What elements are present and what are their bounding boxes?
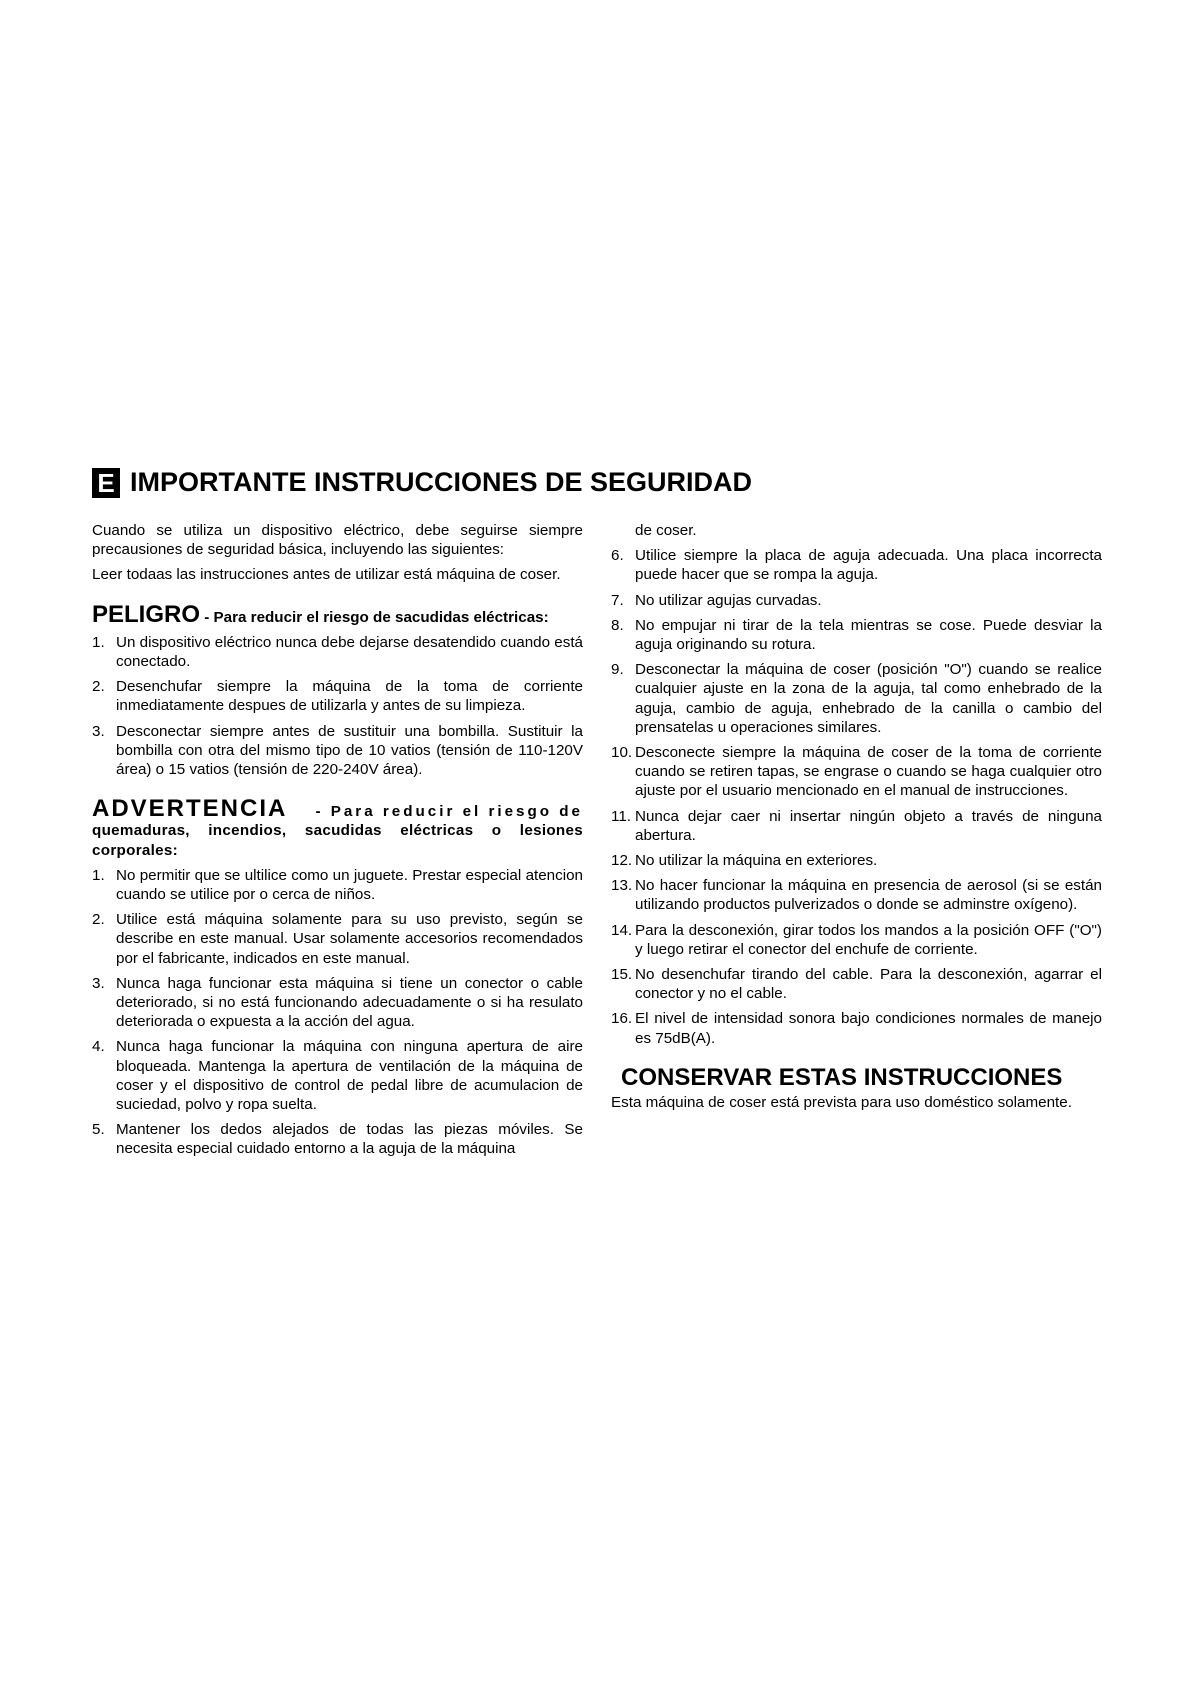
item-number: 6. [611,547,624,565]
list-item [92,633,583,671]
item-text: Desenchufar siempre la máquina de la toma de corriente inmediatamente despues de utilizarla y antes de su limpieza. [116,678,583,715]
list-item [611,660,1102,737]
peligro-list [92,633,583,779]
list-item [611,591,1102,610]
item-text: Utilice está máquina solamente para su uso previsto, según se describe en este manual. Usar solamente accesorios recomendados por el fabricante, indicados en este manual. [116,911,583,967]
advertencia-list-continued [611,546,1102,1048]
item-number: 15. [611,966,633,984]
item-number: 1. [92,633,105,651]
item-text: Mantener los dedos alejados de todas las piezas móviles. Se necesita especial cuidado entorno a la aguja de la máquina [116,1121,583,1158]
left-column [92,521,583,1165]
list-item [92,974,583,1032]
item-number: 2. [92,911,105,929]
title-text: IMPORTANTE INSTRUCCIONES DE SEGURIDAD [130,467,753,497]
item-number: 11. [611,807,631,825]
item-text: Desconecte siempre la máquina de coser de la toma de corriente cuando se retiren tapas, se engrase o cuando se haga cualquier otro ajuste por el usuario mencionado en el manual de instrucciones. [635,744,1102,800]
advertencia-subtitle: - Para reducir el riesgo de [315,803,583,821]
conservar-heading: CONSERVAR ESTAS INSTRUCCIONES [621,1063,1063,1091]
list-item [92,722,583,780]
advertencia-subtitle-rest: quemaduras, incendios, sacudidas eléctricas o lesiones corporales: [92,822,583,859]
peligro-subtitle: - Para reducir el riesgo de sacudidas eléctricas: [200,608,549,626]
item-text: Utilice siempre la placa de aguja adecuada. Una placa incorrecta puede hacer que se rompa la aguja. [635,547,1102,584]
item-text: Desconectar la máquina de coser (posición "O") cuando se realice cualquier ajuste en la zona de la aguja, tal como enhebrado de la aguja, cambio de aguja, enhebrado de la canilla o cambio del prensatelas u operaciones similares. [635,661,1102,736]
advertencia-list [92,866,583,1159]
peligro-title: PELIGRO [92,600,201,628]
list-item [611,1009,1102,1047]
item-number: 8. [611,616,624,634]
continuation-text: de coser. [635,522,697,539]
list-item [92,866,583,904]
list-item [611,616,1102,654]
item-number: 16. [611,1010,633,1028]
item-number: 12. [611,852,633,870]
language-badge: E [92,468,120,498]
item-text: Nunca dejar caer ni insertar ningún objeto a través de ninguna abertura. [635,807,1102,844]
item-number: 2. [92,678,105,696]
item-text: No hacer funcionar la máquina en presencia de aerosol (si se están utilizando productos pulverizados o donde se adminstre oxígeno). [635,877,1102,914]
list-item [611,743,1102,801]
item-text: No utilizar agujas curvadas. [635,591,822,609]
item-number: 3. [92,722,105,740]
page-title [92,467,752,498]
list-item [611,965,1102,1003]
item-number: 4. [92,1038,105,1056]
advertencia-title: ADVERTENCIA [92,795,288,823]
item-number: 7. [611,591,624,609]
right-column [611,521,1102,1118]
list-item [611,807,1102,845]
item-number: 1. [92,866,105,884]
item-number: 9. [611,661,624,679]
item-text: Desconectar siempre antes de sustituir una bombilla. Sustituir la bombilla con otra del mismo tipo de 10 vatios (tensión de 110-120V área) o 15 vatios (tensión de 220-240V área). [116,722,583,779]
intro-paragraph: Leer todaas las instrucciones antes de utilizar está máquina de coser. [92,566,561,584]
item-number: 13. [611,877,633,895]
item-number: 3. [92,974,105,992]
list-item [611,876,1102,914]
advertencia-heading [92,795,583,860]
item-text: No permitir que se ultilice como un juguete. Prestar especial atencion cuando se utilice por o cerca de niños. [116,866,583,904]
list-item [611,851,1102,870]
item-text: Para la desconexión, girar todos los mandos a la posición OFF ("O") y luego retirar el conector del enchufe de corriente. [635,921,1102,958]
item-number: 5. [92,1121,105,1139]
peligro-heading [92,600,583,628]
list-item [92,1037,583,1114]
list-item [611,921,1102,959]
intro-paragraph: Cuando se utiliza un dispositivo eléctrico, debe seguirse siempre precausiones de seguridad básica, incluyendo las siguientes: [92,522,583,559]
list-item [92,910,583,968]
list-item [92,1120,583,1158]
item-text: No empujar ni tirar de la tela mientras se cose. Puede desviar la aguja originando su rotura. [635,616,1102,654]
list-item [611,546,1102,584]
item-text: Nunca haga funcionar esta máquina si tiene un conector o cable deteriorado, si no está funcionando adecuadamente o si ha resulato deteriorada o expuesta a la acción del agua. [116,974,583,1031]
item-text: El nivel de intensidad sonora bajo condiciones normales de manejo es 75dB(A). [635,1010,1102,1047]
item-text: Un dispositivo eléctrico nunca debe dejarse desatendido cuando está conectado. [116,633,583,671]
item-text: No desenchufar tirando del cable. Para la desconexión, agarrar el conector y no el cable. [635,966,1102,1003]
item-text: No utilizar la máquina en exteriores. [635,852,878,870]
list-item [92,677,583,715]
conservar-text: Esta máquina de coser está prevista para uso doméstico solamente. [611,1094,1072,1112]
item-number: 10. [611,744,633,762]
item-text: Nunca haga funcionar la máquina con ninguna apertura de aire bloqueada. Mantenga la apertura de ventilación de la máquina de coser y el dispositivo de control de pedal libre de acumulacion de suciedad, polvo y ropa suelta. [116,1038,583,1114]
item-number: 14. [611,921,633,939]
